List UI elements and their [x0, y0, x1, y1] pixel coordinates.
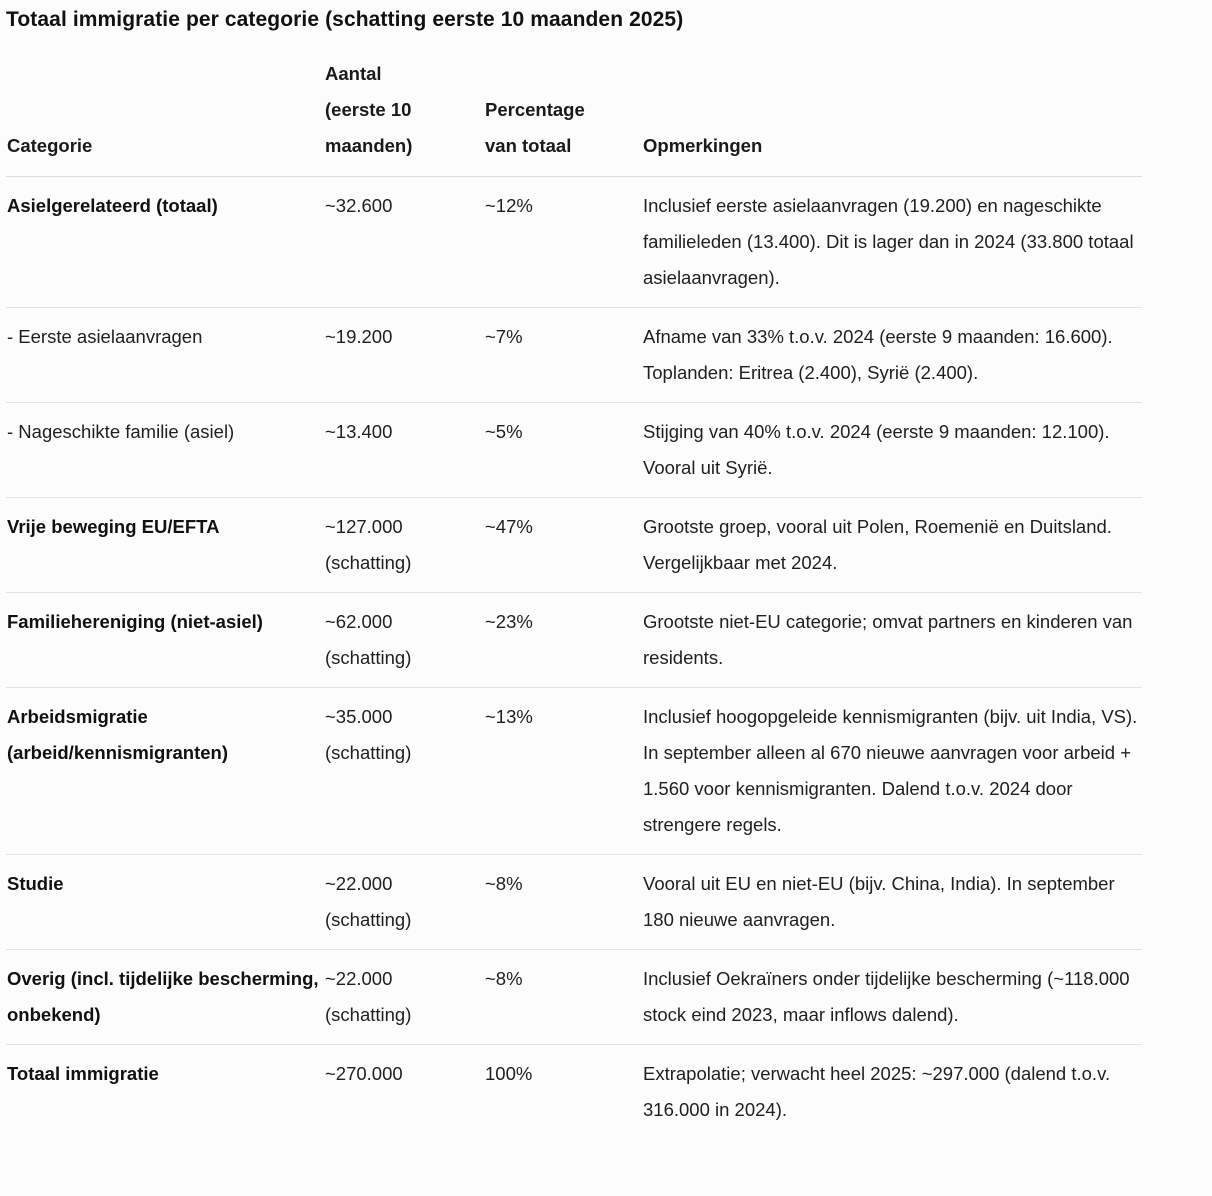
page-title: Totaal immigratie per categorie (schatting eerste 10 maanden 2025): [6, 8, 684, 31]
cell-percentage: ~5%: [484, 403, 642, 498]
count-note: (schatting): [325, 552, 412, 573]
count-value: ~127.000: [325, 516, 403, 537]
cell-count: [324, 593, 484, 688]
cell-category: Totaal immigratie: [7, 1063, 159, 1084]
count-note: (schatting): [325, 647, 412, 668]
table-row: [6, 855, 1142, 950]
cell-notes: Afname van 33% t.o.v. 2024 (eerste 9 maanden: 16.600). Toplanden: Eritrea (2.400), Syrië (2.400).: [642, 308, 1142, 403]
cell-percentage: ~47%: [484, 498, 642, 593]
cell-notes: Vooral uit EU en niet-EU (bijv. China, India). In september 180 nieuwe aanvragen.: [642, 855, 1142, 950]
cell-percentage: ~13%: [484, 688, 642, 855]
count-value: ~22.000: [325, 873, 393, 894]
cell-category: - Nageschikte familie (asiel): [6, 403, 324, 498]
table-body: [6, 177, 1142, 1140]
cell-percentage: ~23%: [484, 593, 642, 688]
cell-category: Overig (incl. tijdelijke bescherming, onbekend): [6, 950, 324, 1045]
cell-category: Studie: [6, 855, 324, 950]
header-category: Categorie: [6, 56, 324, 177]
table-row: [6, 308, 1142, 403]
cell-percentage: 100%: [485, 1063, 533, 1084]
cell-percentage: ~8%: [484, 950, 642, 1045]
cell-notes: Grootste groep, vooral uit Polen, Roemenië en Duitsland. Vergelijkbaar met 2024.: [642, 498, 1142, 593]
table-row: [6, 403, 1142, 498]
cell-category: Vrije beweging EU/EFTA: [6, 498, 324, 593]
cell-notes: Inclusief hoogopgeleide kennismigranten (bijv. uit India, VS). In september alleen al 670 nieuwe aanvragen voor arbeid + 1.560 voor kennismigranten. Dalend t.o.v. 2024 door strengere regels.: [642, 688, 1142, 855]
table-row: [6, 688, 1142, 855]
cell-category: Familiehereniging (niet-asiel): [6, 593, 324, 688]
header-notes: Opmerkingen: [642, 56, 1142, 177]
immigration-table: [6, 56, 1142, 1139]
table-row: [6, 950, 1142, 1045]
table-row: [6, 593, 1142, 688]
count-value: ~270.000: [325, 1063, 403, 1084]
cell-category: Arbeidsmigratie (arbeid/kennismigranten): [6, 688, 324, 855]
cell-count: [324, 308, 484, 403]
header-percentage: Percentage van totaal: [484, 56, 642, 177]
cell-category: - Eerste asielaanvragen: [6, 308, 324, 403]
count-note: (schatting): [325, 1004, 412, 1025]
cell-count: [324, 950, 484, 1045]
count-note: (schatting): [325, 909, 412, 930]
table-row: [6, 1045, 1142, 1140]
cell-count: [324, 688, 484, 855]
count-value: ~13.400: [325, 421, 393, 442]
cell-notes: Stijging van 40% t.o.v. 2024 (eerste 9 maanden: 12.100). Vooral uit Syrië.: [642, 403, 1142, 498]
table-row: [6, 177, 1142, 308]
cell-category: Asielgerelateerd (totaal): [6, 177, 324, 308]
count-value: ~62.000: [325, 611, 393, 632]
count-value: ~35.000: [325, 706, 393, 727]
count-value: ~19.200: [325, 326, 393, 347]
cell-notes: Grootste niet-EU categorie; omvat partners en kinderen van residents.: [642, 593, 1142, 688]
count-value: ~32.600: [325, 195, 393, 216]
table-row: [6, 498, 1142, 593]
cell-notes: Extrapolatie; verwacht heel 2025: ~297.000 (dalend t.o.v. 316.000 in 2024).: [643, 1063, 1111, 1120]
count-value: ~22.000: [325, 968, 393, 989]
cell-count: [324, 855, 484, 950]
cell-percentage: ~8%: [484, 855, 642, 950]
cell-notes: Inclusief eerste asielaanvragen (19.200) en nageschikte familieleden (13.400). Dit is lager dan in 2024 (33.800 totaal asielaanvragen).: [642, 177, 1142, 308]
cell-count: [324, 177, 484, 308]
cell-percentage: ~7%: [484, 308, 642, 403]
table-header-row: [6, 56, 1142, 177]
cell-count: [324, 1045, 484, 1140]
cell-percentage: ~12%: [484, 177, 642, 308]
cell-notes: Inclusief Oekraïners onder tijdelijke bescherming (~118.000 stock eind 2023, maar inflows dalend).: [642, 950, 1142, 1045]
count-note: (schatting): [325, 742, 412, 763]
cell-count: [324, 498, 484, 593]
header-count: Aantal (eerste 10 maanden): [324, 56, 484, 177]
cell-count: [324, 403, 484, 498]
